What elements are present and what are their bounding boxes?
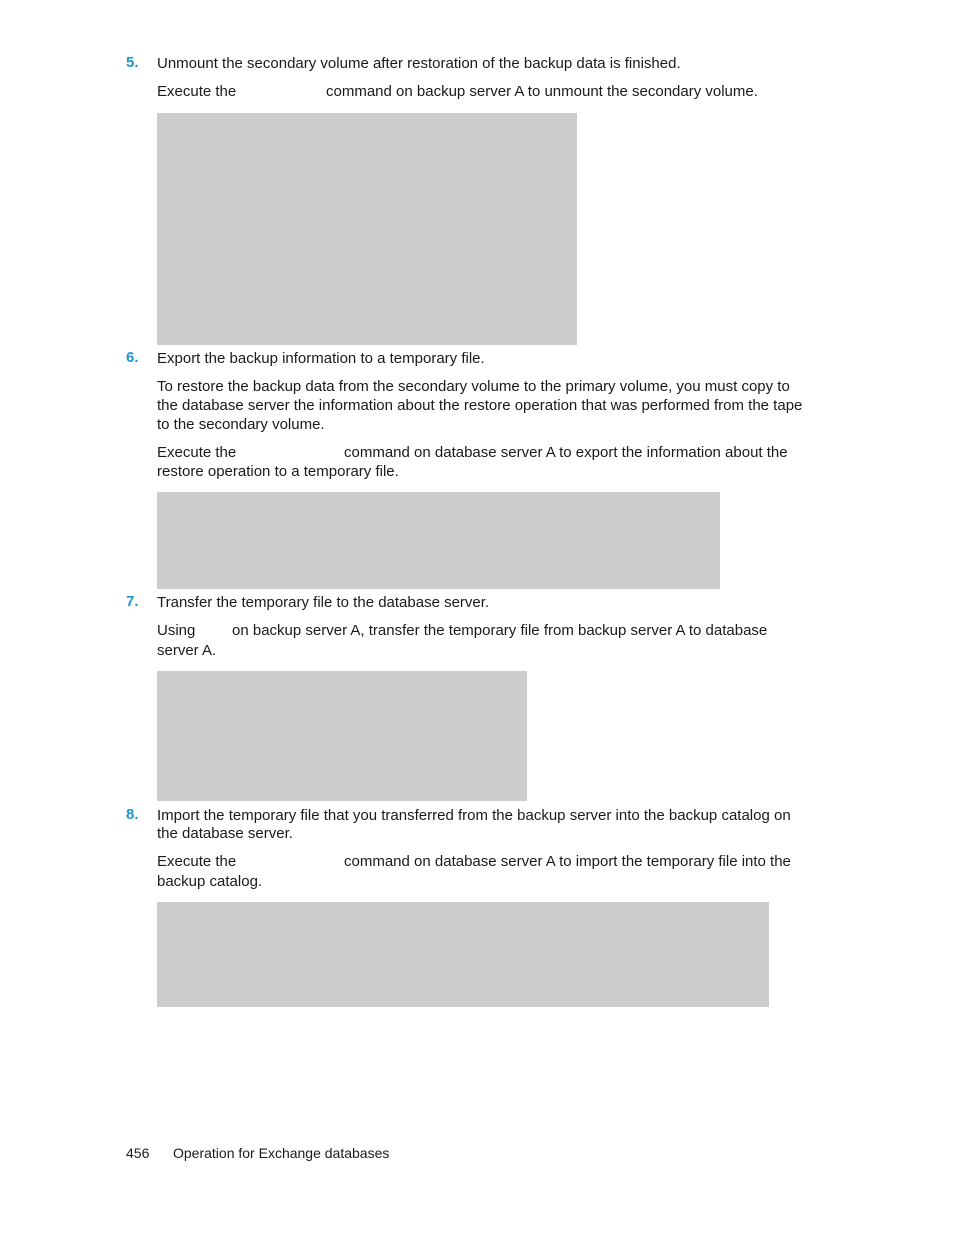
paragraph-line: the database server the information about the restore operation that was performed from the tape xyxy=(157,397,803,414)
footer-section-title: Operation for Exchange databases xyxy=(173,1145,390,1161)
step-number: 6. xyxy=(126,349,139,366)
step-title-line2: the database server. xyxy=(157,825,293,842)
using-prefix: Using xyxy=(157,622,196,639)
step-title-line1: Import the temporary file that you transferred from the backup server into the backup catalog on xyxy=(157,807,791,824)
using-suffix: on backup server A, transfer the temporary file from backup server A to database xyxy=(232,622,768,639)
paragraph-line: to the secondary volume. xyxy=(157,416,325,433)
step-number: 5. xyxy=(126,54,139,71)
execute-line2: restore operation to a temporary file. xyxy=(157,463,399,480)
step-number: 8. xyxy=(126,806,139,823)
execute-prefix: Execute the xyxy=(157,853,237,870)
code-block xyxy=(157,492,720,589)
execute-suffix: command on database server A to export the information about the xyxy=(344,444,788,461)
step-title: Unmount the secondary volume after restoration of the backup data is finished. xyxy=(157,55,681,72)
step-title: Export the backup information to a temporary file. xyxy=(157,350,485,367)
step-title: Transfer the temporary file to the database server. xyxy=(157,594,490,611)
using-line2: server A. xyxy=(157,642,217,659)
paragraph-line: To restore the backup data from the secondary volume to the primary volume, you must copy to xyxy=(157,378,790,395)
execute-prefix: Execute the xyxy=(157,83,237,100)
step-number: 7. xyxy=(126,593,139,610)
execute-prefix: Execute the xyxy=(157,444,237,461)
code-block xyxy=(157,902,769,1007)
execute-line2: backup catalog. xyxy=(157,873,263,890)
execute-suffix: command on backup server A to unmount the secondary volume. xyxy=(326,83,758,100)
execute-suffix: command on database server A to import the temporary file into the xyxy=(344,853,791,870)
page-number: 456 xyxy=(126,1145,150,1161)
code-block xyxy=(157,671,527,801)
code-block xyxy=(157,113,577,345)
